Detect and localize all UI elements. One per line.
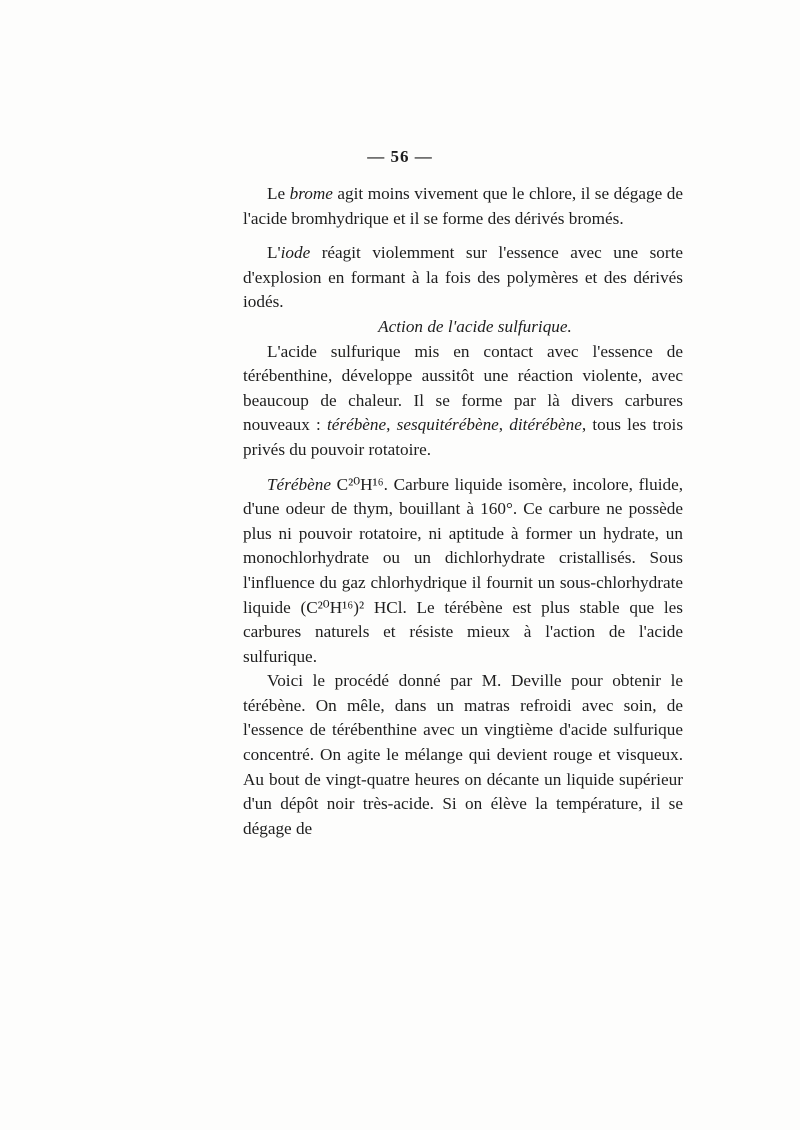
separator-1: ,: [386, 415, 397, 435]
paragraph-acide-sulfurique: [243, 340, 683, 463]
term-diterebene: ditérébène: [509, 415, 582, 435]
paragraph-acide-end: , tous les trois privés du pouvoir rotatoire.: [243, 415, 684, 459]
paragraph-terebene-text: Carbure liquide isomère, incolore, fluide, d'une odeur de thym, bouillant à 160°. Ce carbure ne possède plus ni pouvoir rotatoire, ni aptitude à former un hydrate, un monochlorhydrate ou un dichlorhydrate cristallisés. Sous l'influence du gaz chlorhydrique il fournit un sous-chlorhydrate liquide (C²⁰H¹⁶)² HCl. Le térébène est plus stable que les carbures naturels et résiste mieux à l'action de l'acide sulfurique.: [243, 474, 683, 666]
separator-2: ,: [498, 415, 510, 435]
paragraph-iode-text: réagit violemment sur l'essence avec une sorte d'explosion en formant à la fois des polymères et des dérivés iodés.: [243, 243, 683, 312]
term-terebene: térébène: [326, 415, 387, 435]
term-iode: iode: [280, 243, 311, 263]
section-heading: [243, 315, 683, 340]
section-heading-main: Action de: [378, 316, 448, 336]
paragraph-iode: [243, 241, 683, 315]
page-number: — 56 —: [367, 147, 433, 166]
paragraph-iode-lead: L': [267, 243, 281, 263]
term-brome: brome: [289, 184, 333, 203]
paragraph-brome-lead: Le: [267, 184, 290, 203]
paragraph-brome: [243, 182, 683, 231]
section-heading-italic: l'acide sulfurique.: [447, 316, 572, 336]
paragraph-acide-text: L'acide sulfurique mis en contact avec l'essence de térébenthine, développe aussitôt une réaction violente, avec beaucoup de chaleur. Il se forme par là divers carbures nouveaux :: [243, 341, 683, 435]
formula-terebene: C²⁰H¹⁶.: [330, 474, 388, 494]
term-terebene-heading: Térébène: [267, 474, 331, 494]
paragraph-terebene: [243, 473, 683, 670]
term-sesquiterebene: sesquitérébène: [396, 415, 499, 435]
paragraph-brome-text: agit moins vivement que le chlore, il se dégage de l'acide bromhydrique et il se forme des dérivés bromés.: [243, 184, 683, 228]
text-block: [243, 182, 683, 841]
paragraph-procede-deville: Voici le procédé donné par M. Deville pour obtenir le térébène. On mêle, dans un matras refroidi avec soin, de l'essence de térébenthine avec un vingtième d'acide sulfurique concentré. On agite le mélange qui devient rouge et visqueux. Au bout de vingt-quatre heures on décante un liquide supérieur d'un dépôt noir très-acide. Si on élève la température, il se dégage de: [243, 671, 683, 838]
